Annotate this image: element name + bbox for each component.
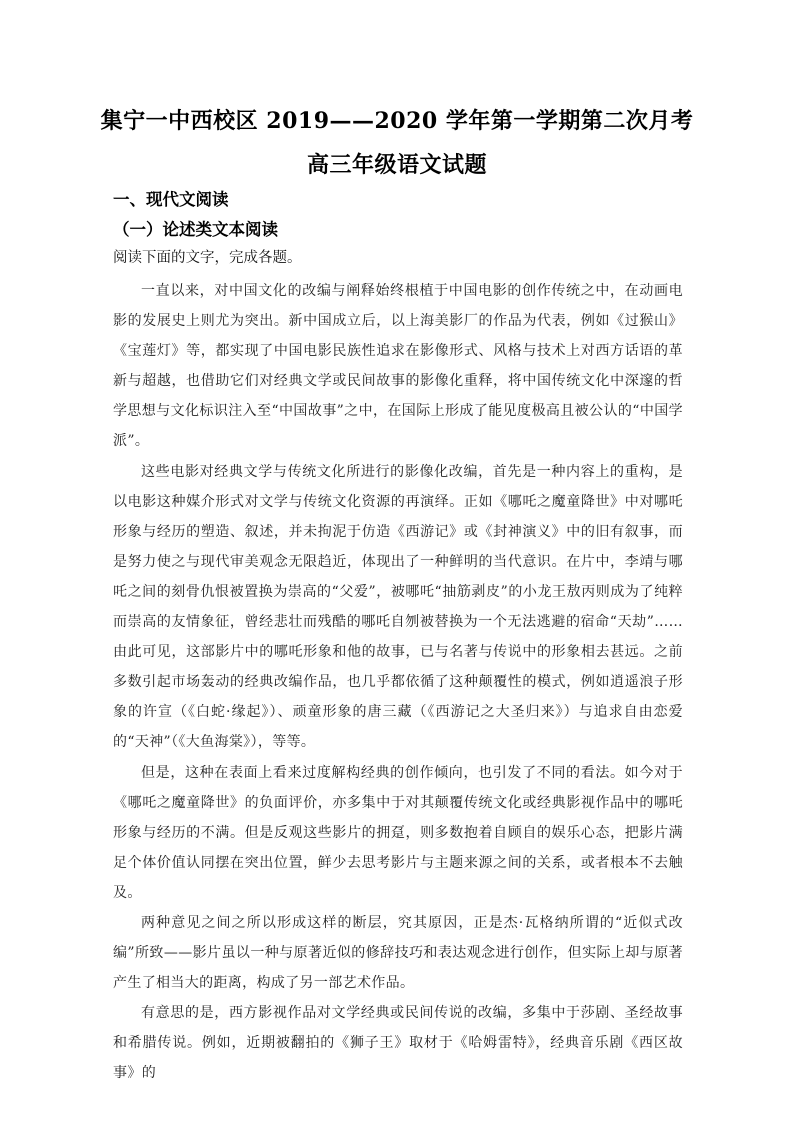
- reading-passage: [113, 276, 683, 1089]
- passage-paragraph-4: 两种意见之间之所以形成这样的断层，究其原因，正是杰·瓦格纳所谓的“近似式改编”所致——影片虽以一种与原著近似的修辞技巧和表达观念进行创作，但实际上却与原著产生了相当大的距离，构成了另一部艺术作品。: [113, 914, 683, 992]
- exam-subtitle: 高三年级语文试题: [306, 152, 487, 178]
- reading-instruction: 阅读下面的文字，完成各题。: [113, 250, 302, 266]
- passage-paragraph-2: 这些电影对经典文学与传统文化所进行的影像化改编，首先是一种内容上的重构，是以电影这种媒介形式对文学与传统文化资源的再演绎。正如《哪吒之魔童降世》中对哪吒形象与经历的塑造、叙述，并未拘泥于仿造《西游记》或《封神演义》中的旧有叙事，而是努力使之与现代审美观念无限趋近，体现出了一种鲜明的当代意识。在片中，李靖与哪吒之间的刻骨仇恨被置换为崇高的“父爱”，被哪吒“抽筋剥皮”的小龙王敖丙则成为了纯粹而崇高的友情象征，曾经悲壮而残酷的哪吒自刎被替换为一个无法逃避的宿命“天劫”……由此可见，这部影片中的哪吒形象和他的故事，已与名著与传说中的形象相去甚远。之前多数引起市场轰动的经典改编作品，也几乎都依循了这种颠覆性的模式，例如逍遥浪子形象的许宣（《白蛇·缘起》）、顽童形象的唐三藏（《西游记之大圣归来》）与追求自由恋爱的“天神”（《大鱼海棠》），等等。: [113, 463, 683, 751]
- section-heading: 一、现代文阅读: [113, 190, 229, 209]
- passage-paragraph-3: 但是，这种在表面上看来过度解构经典的创作倾向，也引发了不同的看法。如今对于《哪吒之魔童降世》的负面评价，亦多集中于对其颠覆传统文化或经典影视作品中的哪吒形象与经历的不满。但是反观这些影片的拥趸，则多数抱着自顾自的娱乐心态，把影片满足个体价值认同摆在突出位置，鲜少去思考影片与主题来源之间的关系，或者根本不去触及。: [113, 764, 683, 901]
- passage-paragraph-5: 有意思的是，西方影视作品对文学经典或民间传说的改编，多集中于莎剧、圣经故事和希腊传说。例如，近期被翻拍的《狮子王》取材于《哈姆雷特》，经典音乐剧《西区故事》的: [113, 1005, 683, 1082]
- exam-title: 集宁一中西校区 2019——2020 学年第一学期第二次月考: [100, 108, 694, 134]
- passage-paragraph-1: 一直以来，对中国文化的改编与阐释始终根植于中国电影的创作传统之中，在动画电影的发展史上则尤为突出。新中国成立后，以上海美影厂的作品为代表，例如《过猴山》《宝莲灯》等，都实现了中国电影民族性追求在影像形式、风格与技术上对西方话语的革新与超越，也借助它们对经典文学或民间故事的影像化重释，将中国传统文化中深邃的哲学思想与文化标识注入至“中国故事”之中，在国际上形成了能见度极高且被公认的“中国学派”。: [113, 283, 683, 450]
- subsection-heading: （一）论述类文本阅读: [113, 220, 278, 239]
